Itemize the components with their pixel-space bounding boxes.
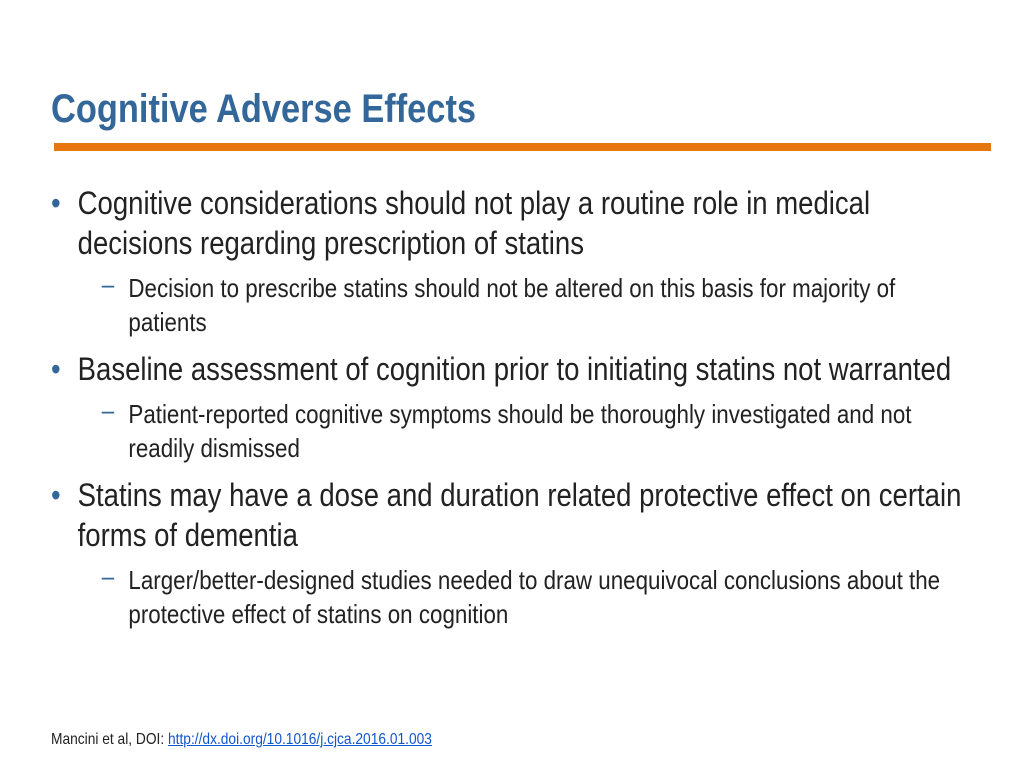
bullet-list xyxy=(51,183,963,641)
bullet-text: Cognitive considerations should not play a routine role in medical decisions regarding prescription of statins xyxy=(77,185,871,261)
citation-prefix: Mancini et al, DOI: xyxy=(51,731,169,748)
bullet-dot-icon: • xyxy=(51,185,61,221)
dash-icon: – xyxy=(101,561,115,591)
citation-footer xyxy=(51,730,432,750)
sub-bullet-item-3 xyxy=(51,563,963,631)
bullet-text: Baseline assessment of cognition prior to initiating statins not warranted xyxy=(77,351,952,387)
sub-bullet-item-2 xyxy=(51,397,963,465)
sub-bullet-text: Larger/better-designed studies needed to draw unequivocal conclusions about the protective effect of statins on cognition xyxy=(128,565,941,629)
dash-icon: – xyxy=(101,395,115,425)
bullet-text: Statins may have a dose and duration related protective effect on certain forms of dementia xyxy=(77,477,962,553)
title-divider xyxy=(54,143,991,151)
sub-bullet-text: Patient-reported cognitive symptoms should be thoroughly investigated and not readily dismissed xyxy=(128,399,912,463)
bullet-item-3 xyxy=(51,475,963,555)
bullet-item-2 xyxy=(51,349,963,389)
sub-bullet-item-1 xyxy=(51,271,963,339)
bullet-dot-icon: • xyxy=(51,477,61,513)
slide-title: Cognitive Adverse Effects xyxy=(51,87,477,131)
dash-icon: – xyxy=(101,269,115,299)
bullet-dot-icon: • xyxy=(51,351,61,387)
sub-bullet-text: Decision to prescribe statins should not be altered on this basis for majority of patients xyxy=(128,273,896,337)
doi-link[interactable]: http://dx.doi.org/10.1016/j.cjca.2016.01.003 xyxy=(168,731,432,748)
bullet-item-1 xyxy=(51,183,963,263)
